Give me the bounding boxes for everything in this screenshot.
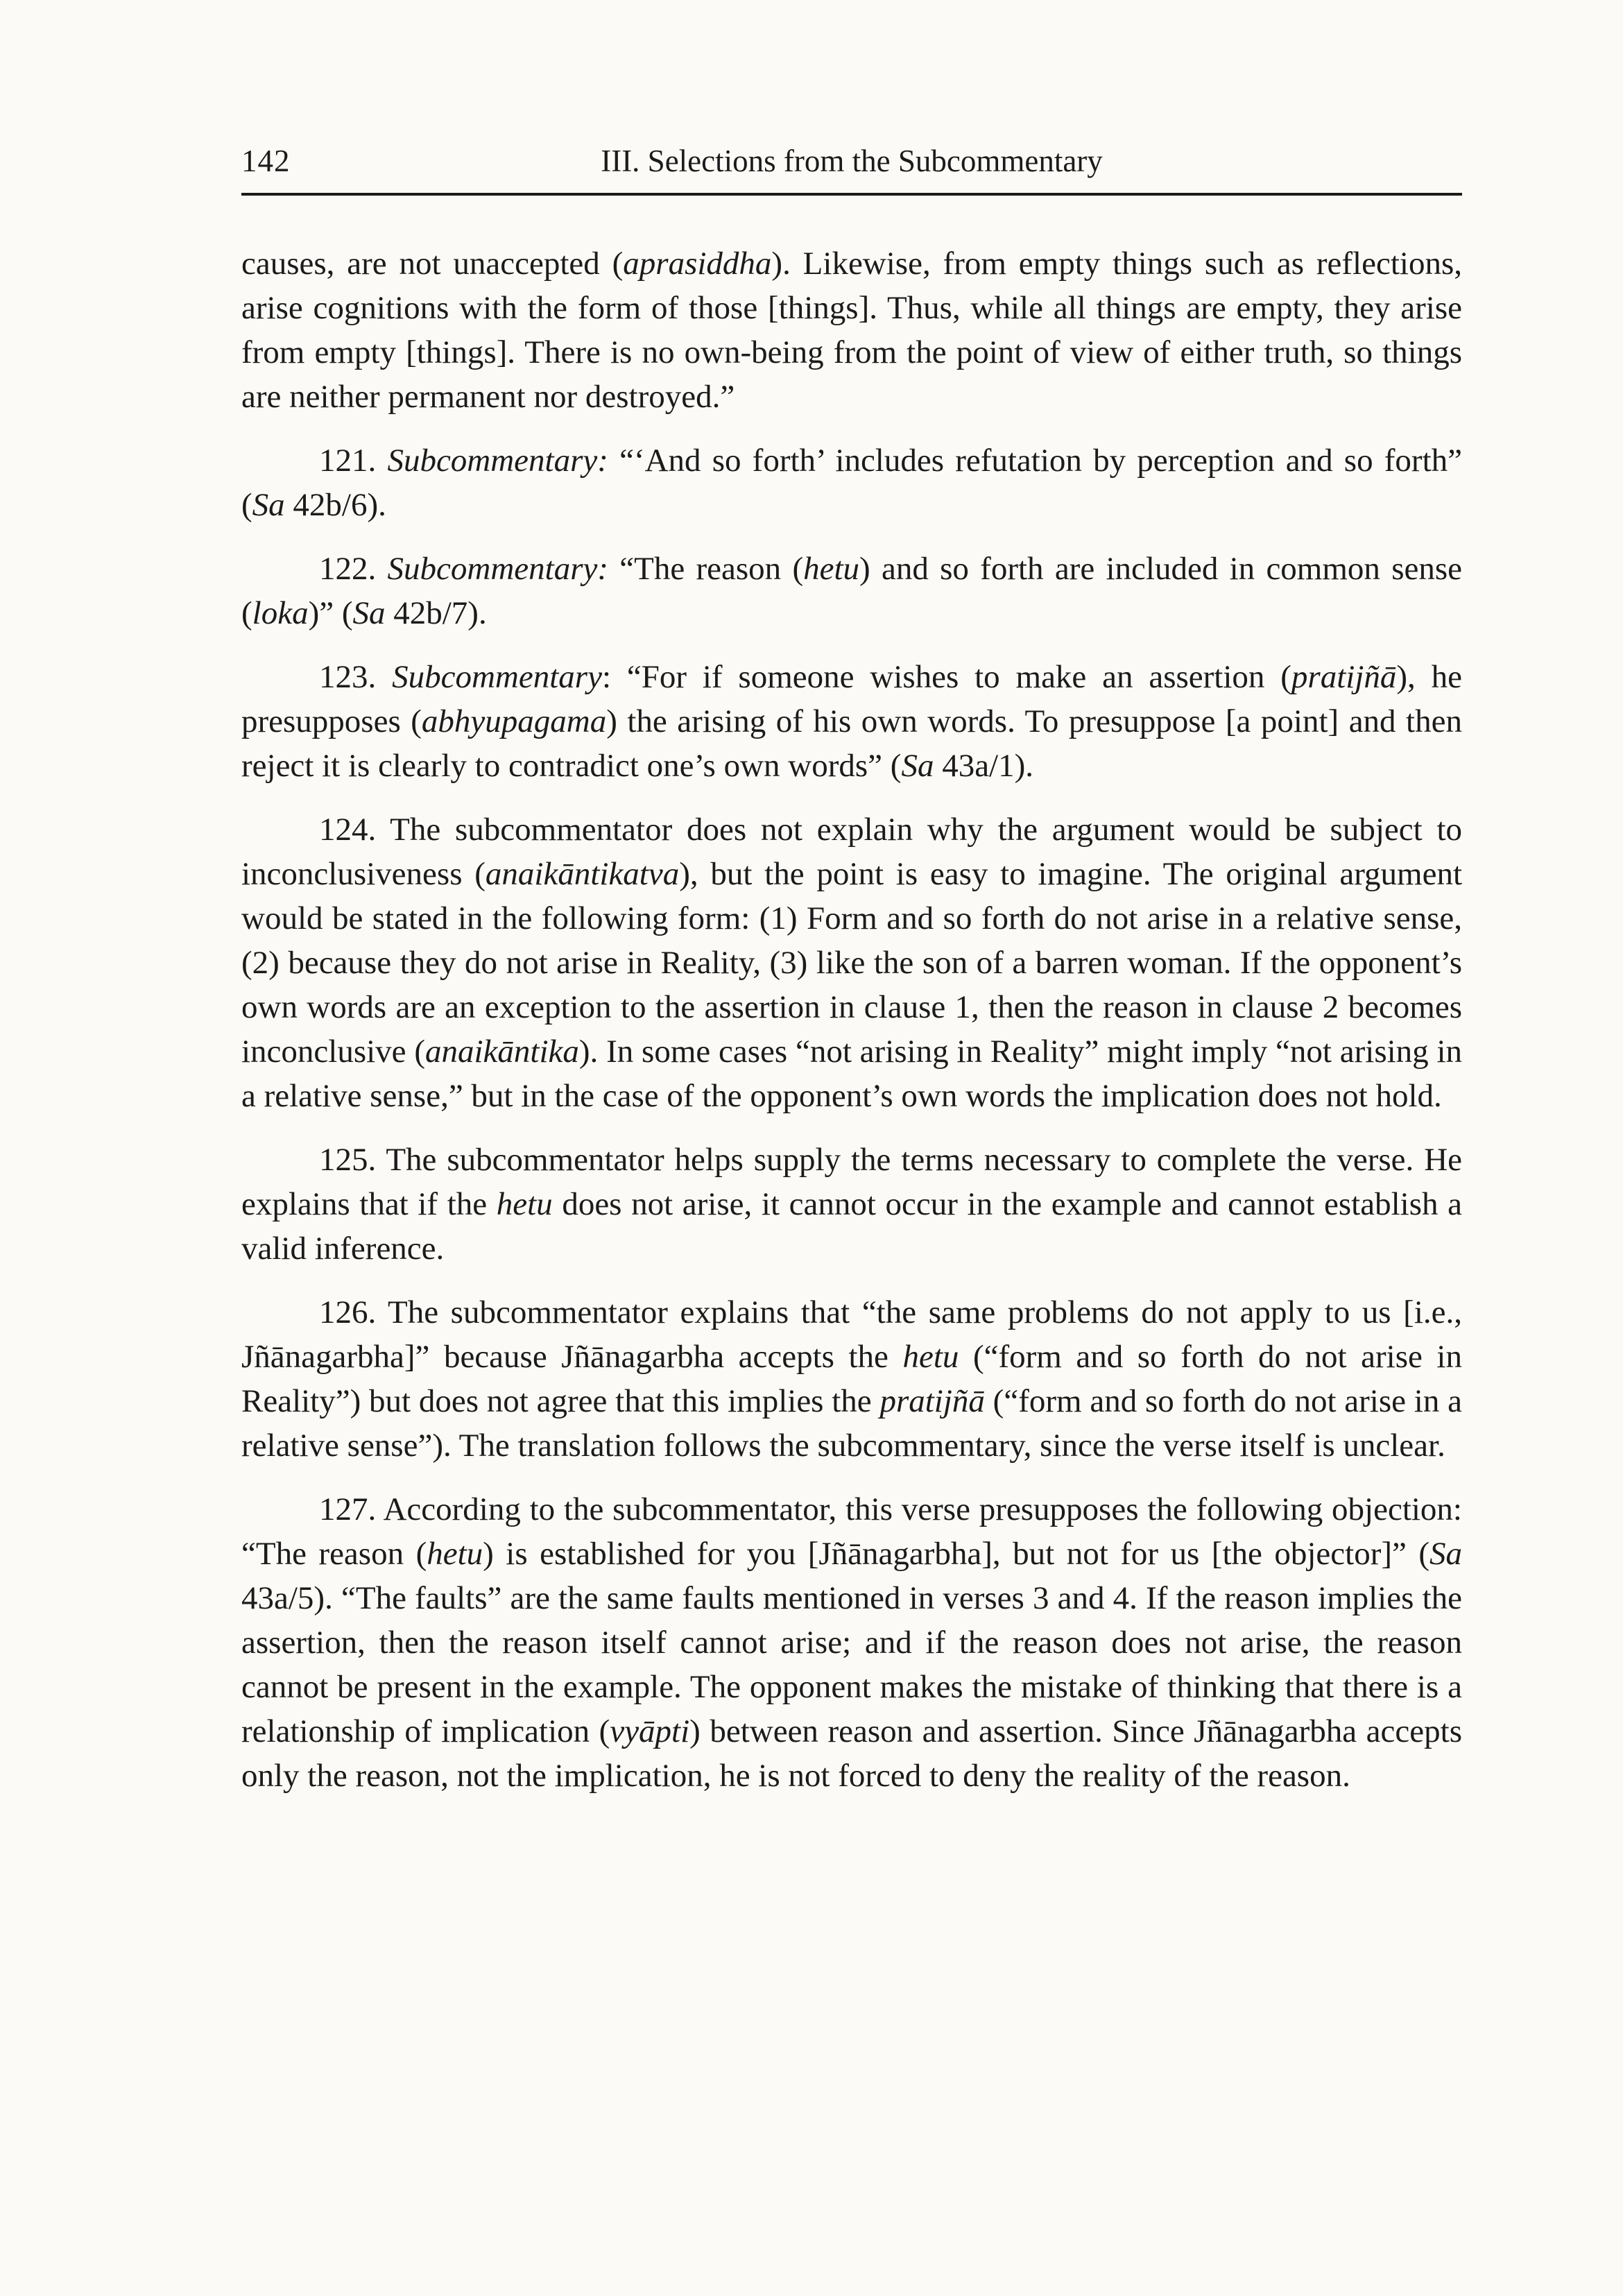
text-run: 42b/6). — [284, 487, 386, 523]
text-run: (“form and so forth do not arise in Reality”) but does not agree that this implies the — [241, 1339, 1462, 1419]
text-run: 127. According to the subcommentator, this verse presupposes the following objection: “The reason ( — [241, 1491, 1462, 1572]
text-run: 42b/7). — [385, 595, 487, 631]
italic-term: Sa — [901, 748, 934, 784]
text-run: 125. The subcommentator helps supply the terms necessary to complete the verse. He explains that if the — [241, 1142, 1462, 1222]
running-title: III. Selections from the Subcommentary — [601, 144, 1103, 178]
paragraph — [241, 1487, 1462, 1798]
italic-term: Sa — [252, 487, 285, 523]
text-run: ), but the point is easy to imagine. The original argument would be stated in the following form: (1) Form and so forth do not arise in a relative sense, (2) because they do not arise in Reality, (3) like the son of a barren woman. If the opponent’s own words are an exception to the assertion in clause 1, then the reason in clause 2 becomes inconclusive ( — [241, 856, 1462, 1070]
italic-term: Subcommentary: — [387, 443, 608, 479]
italic-term: loka — [252, 595, 309, 631]
italic-term: hetu — [902, 1339, 959, 1375]
italic-term: abhyupagama — [421, 703, 607, 739]
paragraph — [241, 655, 1462, 788]
page-header — [241, 139, 1462, 183]
italic-term: anaikāntikatva — [485, 856, 680, 892]
text-run: 122. — [319, 551, 388, 587]
italic-term: hetu — [427, 1536, 483, 1572]
italic-term: pratijñā — [1291, 659, 1397, 695]
paragraph — [241, 1290, 1462, 1468]
paragraph — [241, 1138, 1462, 1271]
header-rule — [241, 193, 1462, 196]
paragraph — [241, 241, 1462, 419]
text-run: ). In some cases “not arising in Reality” might imply “not arising in a relative sense,” but in the case of the opponent’s own words the implication does not hold. — [241, 1034, 1463, 1114]
text-run: ). Likewise, from empty things such as reflections, arise cognitions with the form of those [things]. Thus, while all things are empty, they arise from empty [things]. There is no own-being from the point of view of either truth, so things are neither permanent nor destroyed.” — [241, 246, 1462, 415]
text-run: ) and so forth are included in common sense ( — [241, 551, 1463, 631]
text-run: ) between reason and assertion. Since Jñānagarbha accepts only the reason, not the implication, he is not forced to deny the reality of the reason. — [241, 1713, 1462, 1794]
text-run: 123. — [319, 659, 393, 695]
text-run: : “For if someone wishes to make an assertion ( — [601, 659, 1291, 695]
text-run: 124. The subcommentator does not explain why the argument would be subject to inconclusiveness ( — [241, 812, 1462, 892]
text-run: causes, are not unaccepted ( — [241, 246, 624, 282]
text-run: does not arise, it cannot occur in the example and cannot establish a valid inference. — [241, 1186, 1463, 1267]
italic-term: anaikāntika — [425, 1034, 579, 1070]
text-run: 126. The subcommentator explains that “the same problems do not apply to us [i.e., Jñānagarbha]” because Jñānagarbha accepts the — [241, 1294, 1462, 1375]
italic-term: Sa — [1429, 1536, 1463, 1572]
text-run: )” ( — [308, 595, 353, 631]
text-run: ) is established for you [Jñānagarbha], but not for us [the objector]” ( — [483, 1536, 1430, 1572]
paragraph — [241, 547, 1462, 635]
text-run: ), he presupposes ( — [241, 659, 1463, 739]
text-run: 121. — [319, 443, 388, 479]
text-run: ) the arising of his own words. To presuppose [a point] and then reject it is clearly to contradict one’s own words” ( — [241, 703, 1462, 784]
italic-term: hetu — [496, 1186, 553, 1222]
paragraph — [241, 807, 1462, 1118]
text-run: “The reason ( — [608, 551, 804, 587]
italic-term: hetu — [803, 551, 860, 587]
italic-term: Sa — [352, 595, 386, 631]
text-run: 43a/1). — [934, 748, 1034, 784]
body-text — [241, 241, 1462, 1798]
italic-term: pratijñā — [879, 1383, 985, 1419]
italic-term: Subcommentary: — [387, 551, 609, 587]
text-run: (“form and so forth do not arise in a relative sense”). The translation follows the subcommentary, since the verse itself is unclear. — [241, 1383, 1462, 1464]
paragraph — [241, 438, 1462, 527]
text-run: 43a/5). “The faults” are the same faults mentioned in verses 3 and 4. If the reason implies the assertion, then the reason itself cannot arise; and if the reason does not arise, the reason cannot be present in the example. The opponent makes the mistake of thinking that there is a relationship of implication ( — [241, 1580, 1462, 1749]
italic-term: aprasiddha — [623, 246, 772, 282]
text-run: “‘And so forth’ includes refutation by perception and so forth” ( — [241, 443, 1463, 523]
page-number: 142 — [241, 144, 291, 178]
italic-term: vyāpti — [610, 1713, 690, 1749]
italic-term: Subcommentary — [392, 659, 602, 695]
